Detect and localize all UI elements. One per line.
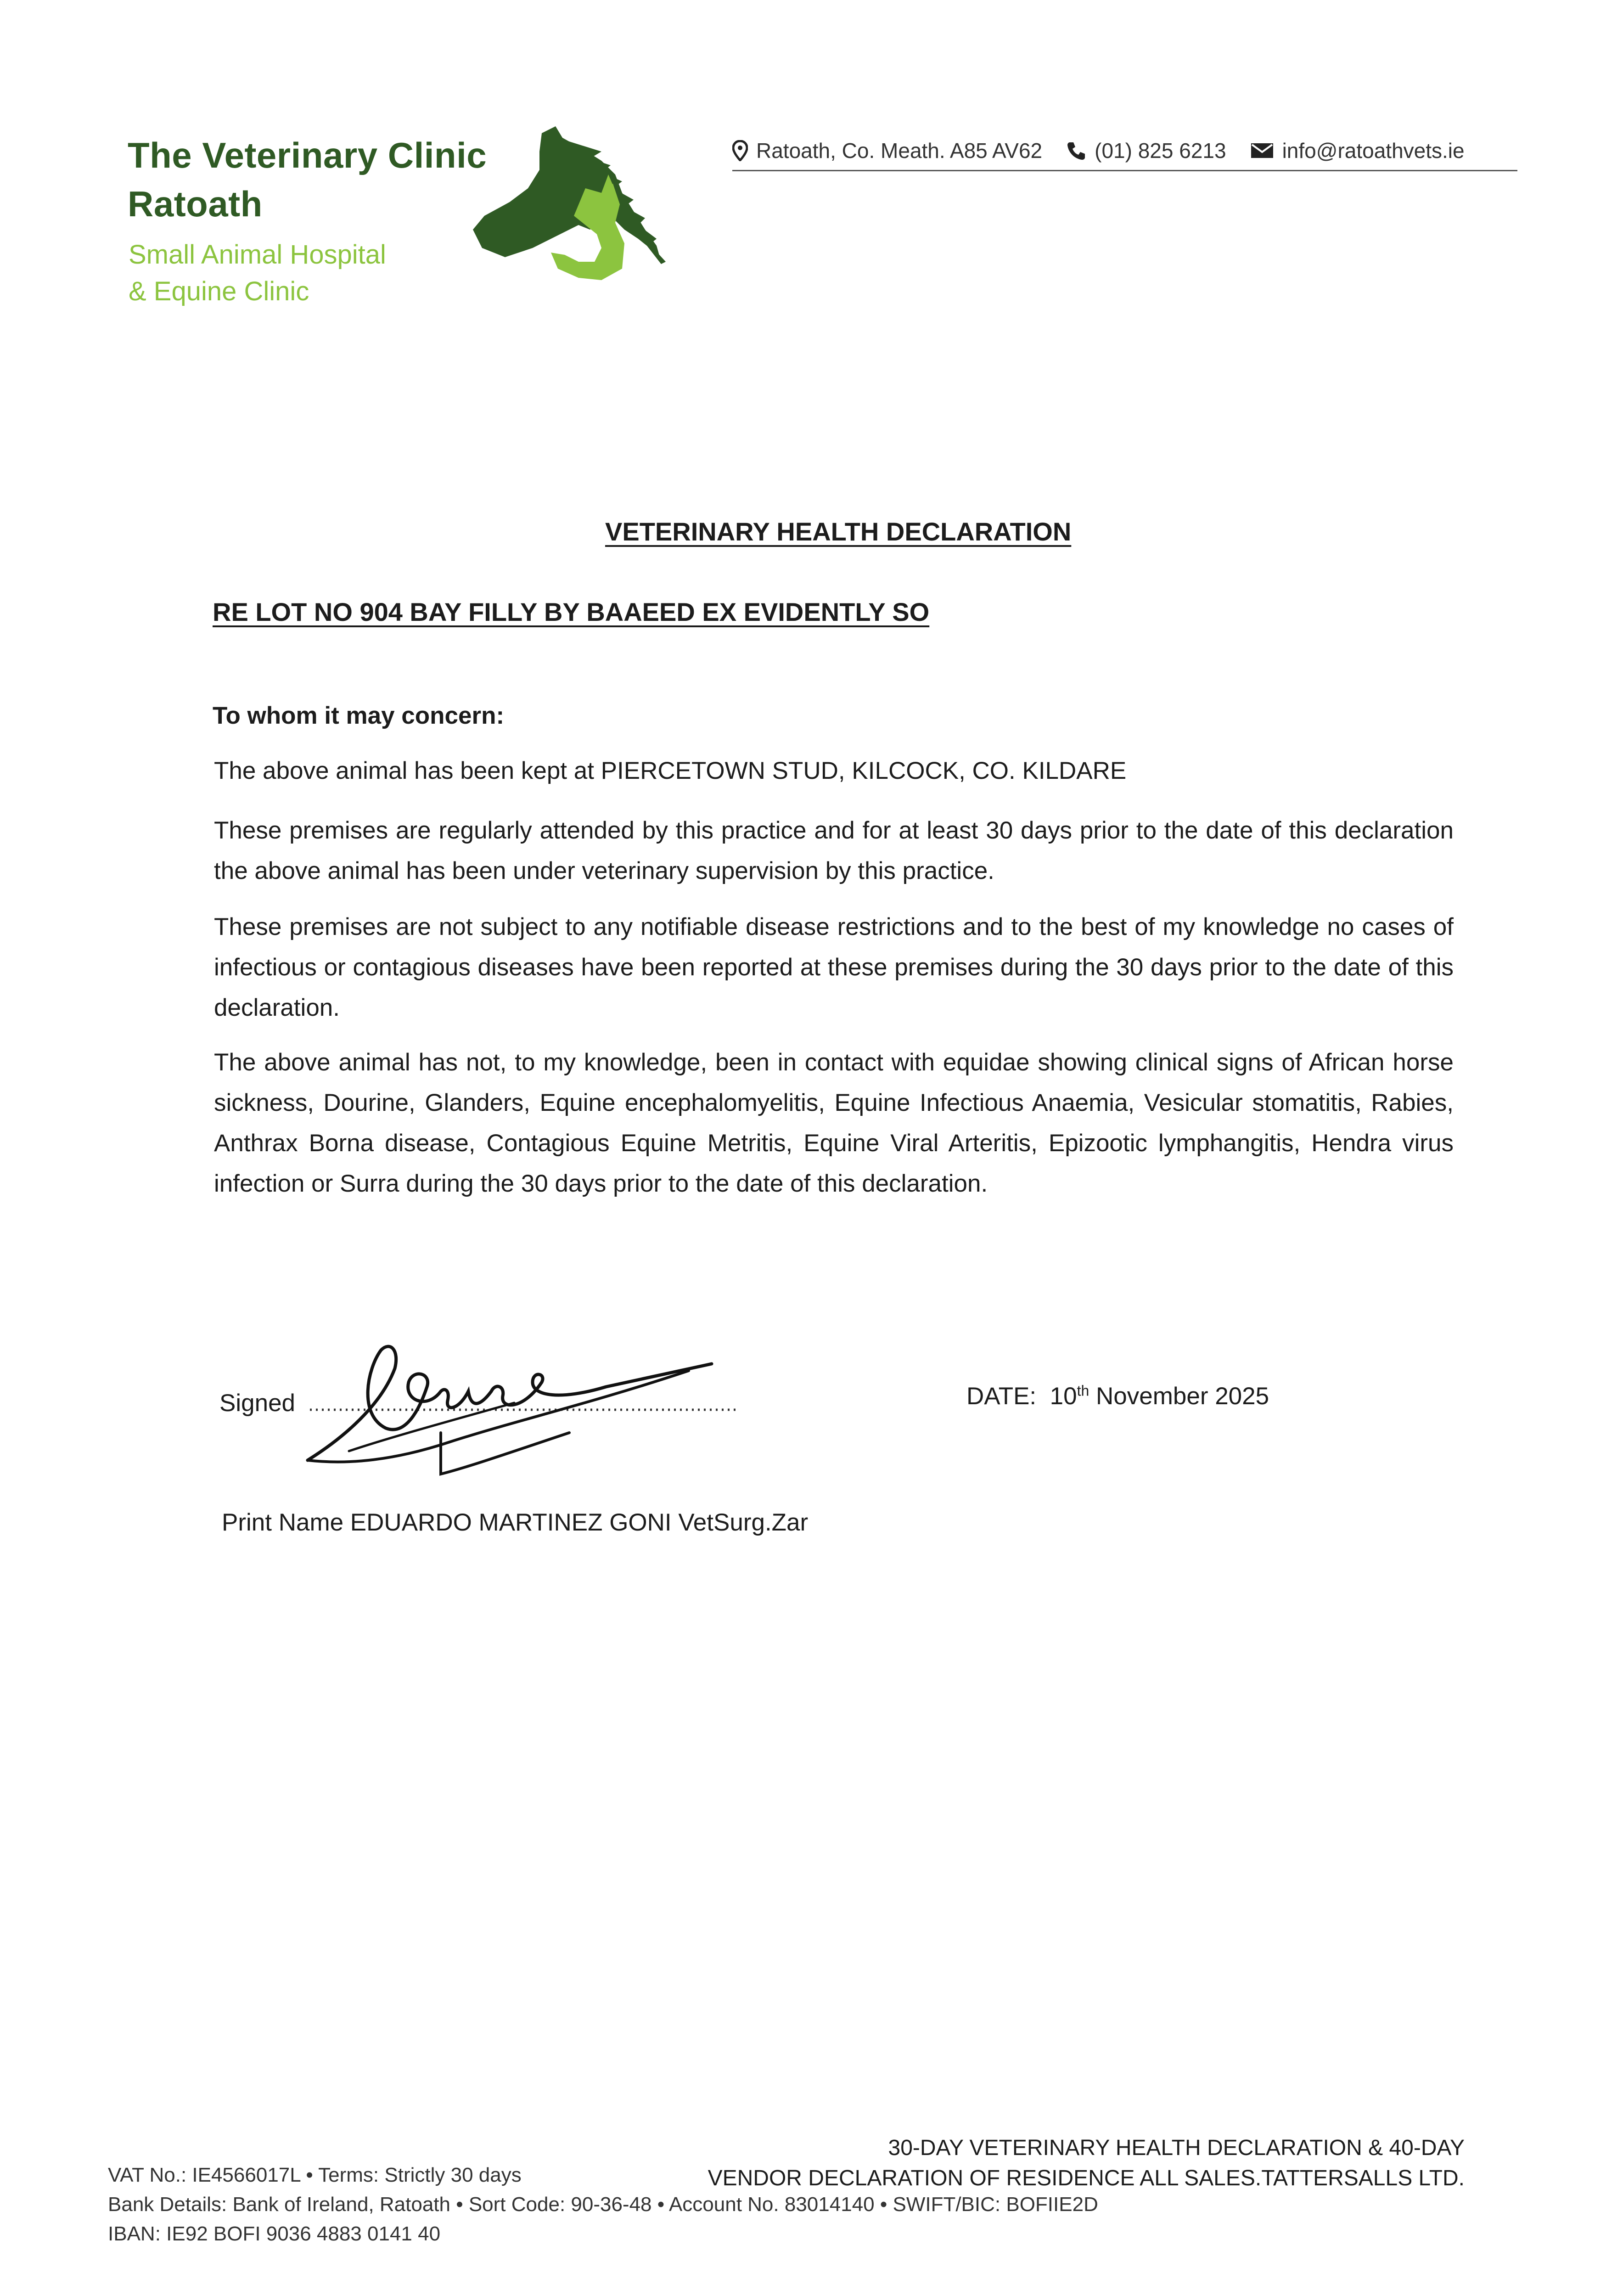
signature-image (275, 1322, 716, 1479)
re-line: RE LOT NO 904 BAY FILLY BY BAAEED EX EVIDENTLY SO (213, 597, 930, 626)
contact-bar (732, 131, 1517, 171)
paragraph-restrictions: These premises are not subject to any notifiable disease restrictions and to the best of my knowledge no cases of infectious or contagious diseases have been reported at these premises during the 30 days prior to the date of this declaration. (214, 913, 1454, 1021)
phone-item (1066, 138, 1226, 163)
clinic-subtitle-line2: & Equine Clinic (129, 276, 309, 306)
date-month-year: November 2025 (1095, 1383, 1269, 1410)
signed-label: Signed (219, 1390, 296, 1417)
footer-bank: Bank Details: Bank of Ireland, Ratoath • Sort Code: 90-36-48 • Account No. 83014140 • SWIFT/BIC: BOFIIE2D (108, 2193, 1098, 2216)
date-day: 10 (1050, 1383, 1077, 1410)
email-text: info@ratoathvets.ie (1282, 138, 1465, 163)
date-label: DATE: (966, 1383, 1037, 1410)
date-suffix: th (1077, 1382, 1089, 1399)
footer-details (108, 2161, 1098, 2249)
date-field (966, 1382, 1269, 1410)
envelope-icon (1250, 142, 1274, 159)
clinic-name (128, 131, 487, 228)
paragraph-premises: The above animal has been kept at PIERCETOWN STUD, KILCOCK, CO. KILDARE (214, 757, 1127, 784)
phone-text: (01) 825 6213 (1095, 138, 1226, 163)
paragraph-supervision: These premises are regularly attended by this practice and for at least 30 days prior to the date of this declaration the above animal has been under veterinary supervision by this practice. (214, 817, 1454, 884)
address-item (732, 138, 1042, 163)
clinic-logo (464, 124, 702, 298)
paragraph-contact: The above animal has not, to my knowledge, been in contact with equidae showing clinical signs of African horse sickness, Dourine, Glanders, Equine encephalomyelitis, Equine Infectious Anaemia, Vesicular stomatitis, Rabies, Anthrax Borna disease, Contagious Equine Metritis, Equine Viral Arteritis, Epizootic lymphangitis, Hendra virus infection or Surra during the 30 days prior to the date of this declaration. (214, 1049, 1454, 1197)
footer-iban: IBAN: IE92 BOFI 9036 4883 0141 40 (108, 2223, 441, 2245)
phone-icon (1066, 141, 1086, 161)
clinic-subtitle (129, 236, 386, 310)
stamp-line2: VENDOR DECLARATION OF RESIDENCE ALL SALES.TATTERSALLS LTD. (708, 2166, 1465, 2190)
print-name: Print Name EDUARDO MARTINEZ GONI VetSurg.Zar (222, 1509, 809, 1536)
stamp-line1: 30-DAY VETERINARY HEALTH DECLARATION & 40-DAY (888, 2136, 1465, 2160)
document-title: VETERINARY HEALTH DECLARATION (605, 517, 1072, 546)
clinic-name-line2: Ratoath (128, 184, 263, 224)
email-item (1250, 138, 1465, 163)
location-pin-icon (732, 140, 748, 161)
clinic-name-line1: The Veterinary Clinic (128, 135, 487, 175)
salutation: To whom it may concern: (213, 702, 505, 729)
footer-vat: VAT No.: IE4566017L • Terms: Strictly 30 days (108, 2164, 522, 2186)
address-text: Ratoath, Co. Meath. A85 AV62 (756, 138, 1043, 163)
horse-head-shape (473, 126, 661, 262)
clinic-subtitle-line1: Small Animal Hospital (129, 240, 386, 270)
